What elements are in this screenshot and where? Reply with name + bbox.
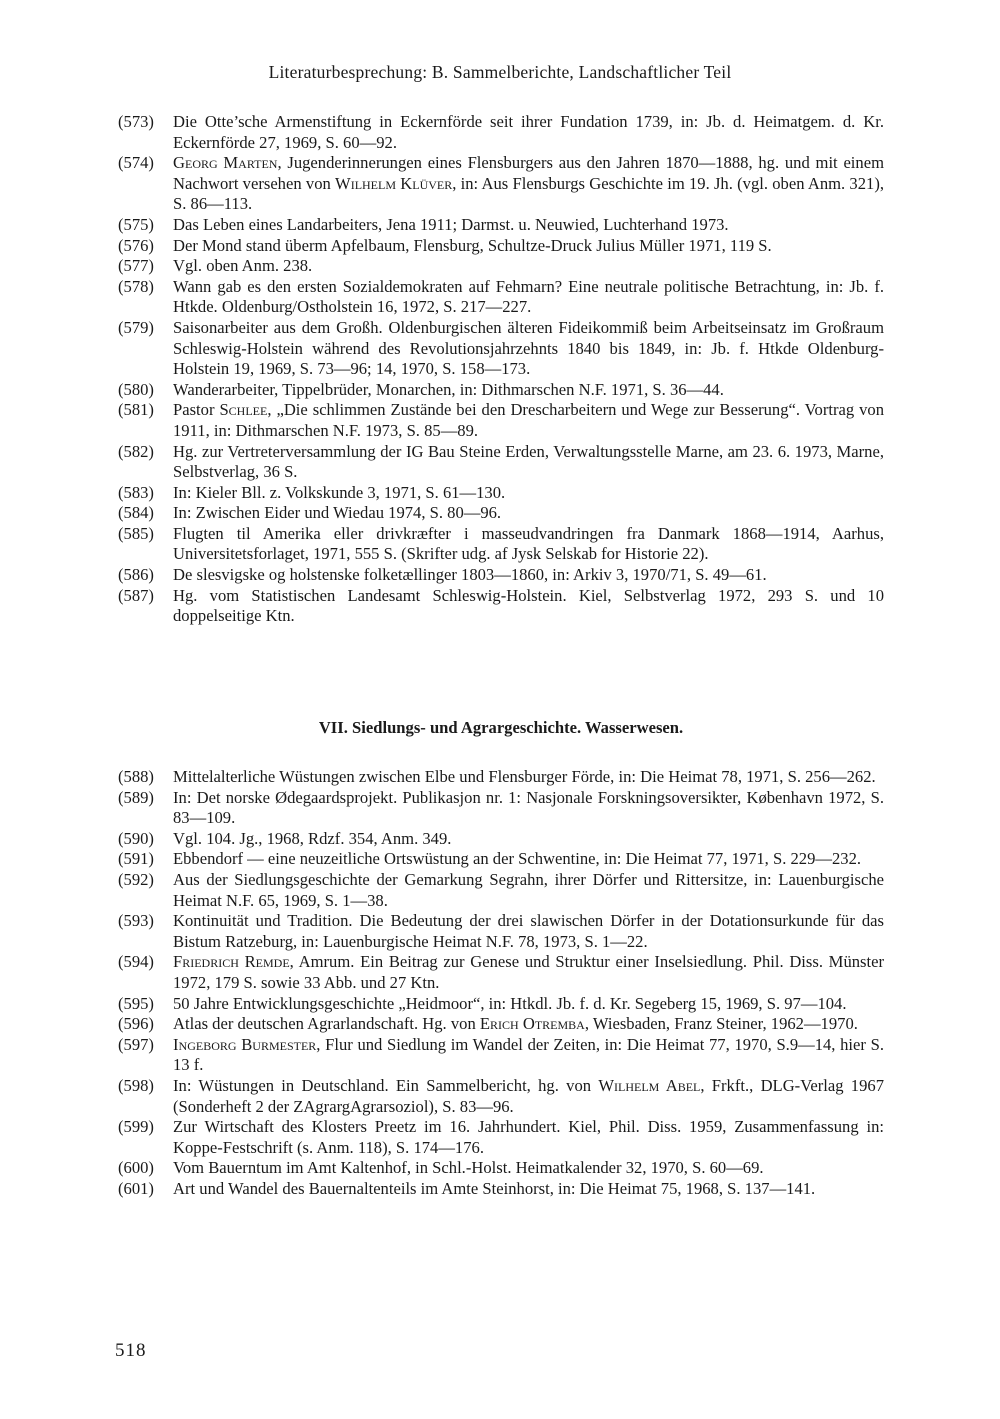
footnote-number: (587)	[118, 585, 154, 605]
citation-text: , „Die schlimmen Zustände bei den Drescharbeitern und Wege zur Besserung“. Vortrag von 1911, in: Dithmarschen N.F. 1973, S. 85—89.	[173, 400, 884, 440]
citation-text: In: Kieler Bll. z. Volkskunde 3, 1971, S. 61—130.	[173, 482, 506, 502]
footnote-text	[173, 400, 884, 440]
footnote-text	[173, 1014, 858, 1033]
footnote-text	[173, 380, 724, 399]
citation-text: Saisonarbeiter aus dem Großh. Oldenburgischen älteren Fideikommiß beim Arbeitseinsatz im Großraum Schleswig-Holstein während des Revolutionsjahrzehnts 1840 bis 1849, in: Jb. f. Htkde Oldenburg-Holstein 19, 1969, S. 73—96; 14, 1970, S. 158—173.	[173, 317, 884, 379]
footnote-number: (573)	[118, 112, 154, 131]
author-name: Friedrich Remde	[173, 952, 290, 972]
footnote-number: (574)	[118, 153, 154, 173]
section-heading: VII. Siedlungs- und Agrargeschichte. Wasserwesen.	[318, 718, 684, 737]
citation-text: In: Wüstungen in Deutschland. Ein Sammelbericht, hg. von	[173, 1075, 599, 1095]
author-name: Schlee	[219, 400, 268, 420]
citation-text: , in: Aus Flensburgs Geschichte im 19. Jh. (vgl. oben Anm. 321), S. 86—113.	[173, 173, 884, 214]
footnote-entry	[118, 236, 884, 257]
footnote-entry	[118, 483, 884, 504]
citation-text: Der Mond stand überm Apfelbaum, Flensburg, Schultze-Druck Julius Müller 1971, 119 S.	[173, 235, 772, 255]
footnote-number: (598)	[118, 1075, 154, 1095]
footnote-entry	[118, 215, 884, 236]
footnote-entry	[118, 277, 884, 318]
citation-text: Wanderarbeiter, Tippelbrüder, Monarchen, in: Dithmarschen N.F. 1971, S. 36—44.	[173, 379, 724, 399]
footnote-number: (584)	[118, 503, 154, 523]
footnote-entry	[118, 503, 884, 524]
footnote-entry	[118, 849, 884, 870]
footnote-number: (578)	[118, 276, 154, 296]
footnote-entry	[118, 994, 884, 1015]
footnote-text	[173, 524, 884, 564]
footnote-entry	[118, 524, 884, 565]
footnote-entry	[118, 829, 884, 850]
footnote-number: (581)	[118, 400, 154, 420]
footnote-text	[173, 788, 884, 828]
footnote-entry	[118, 952, 884, 993]
author-name: Wilhelm Klüver	[335, 173, 453, 193]
footnote-text	[173, 318, 884, 378]
footnote-entry	[118, 1158, 884, 1179]
citation-text: , Frkft., DLG-Verlag 1967 (Sonderheft 2 der ZAgrargAgrarsoziol), S. 83—96.	[173, 1075, 884, 1116]
footnote-text	[173, 767, 876, 786]
author-name: Georg Marten	[173, 153, 278, 173]
citation-text: Atlas der deutschen Agrarlandschaft. Hg. von	[173, 1014, 480, 1034]
footnote-number: (575)	[118, 214, 154, 234]
citation-text: Vgl. 104. Jg., 1968, Rdzf. 354, Anm. 349.	[173, 828, 452, 848]
footnote-number: (592)	[118, 869, 154, 889]
footnote-number: (586)	[118, 565, 154, 585]
footnote-entry	[118, 1014, 884, 1035]
footnote-number: (579)	[118, 317, 154, 337]
footnote-entry	[118, 442, 884, 483]
footnote-text	[173, 483, 505, 502]
footnote-number: (583)	[118, 482, 154, 502]
footnote-text	[173, 112, 884, 152]
footnote-number: (596)	[118, 1014, 154, 1034]
footnote-entry	[118, 153, 884, 215]
footnote-text	[173, 911, 884, 951]
footnote-number: (590)	[118, 828, 154, 848]
footnote-entry	[118, 565, 884, 586]
footnote-entry	[118, 400, 884, 441]
footnote-number: (599)	[118, 1117, 154, 1137]
footnote-entry	[118, 586, 884, 627]
footnote-entry	[118, 1035, 884, 1076]
citation-text: Flugten til Amerika eller drivkræfter i masseudvandringen fra Danmark 1868—1914, Aarhus, Universitetsforlaget, 1971, 555 S. (Skrifter udg. af Jysk Selskab for Historie 22).	[173, 523, 884, 564]
citation-text: 50 Jahre Entwicklungsgeschichte „Heidmoor“, in: Htkdl. Jb. f. d. Kr. Segeberg 15, 1969, S. 97—104.	[173, 993, 847, 1013]
citation-text: , Flur und Siedlung im Wandel der Zeiten, in: Die Heimat 77, 1970, S.9—14, hier S. 13 f.	[173, 1034, 884, 1075]
footnote-number: (589)	[118, 787, 154, 807]
citation-text: In: Det norske Ødegaardsprojekt. Publikasjon nr. 1: Nasjonale Forskningsoversikter, København 1972, S. 83—109.	[173, 787, 884, 828]
footnote-text	[173, 1035, 884, 1075]
footnote-entry	[118, 1179, 884, 1200]
footnote-text	[173, 1076, 884, 1116]
footnote-text	[173, 442, 884, 482]
citation-text: Das Leben eines Landarbeiters, Jena 1911; Darmst. u. Neuwied, Luchterhand 1973.	[173, 214, 729, 234]
footnote-entry	[118, 318, 884, 380]
footnote-entry	[118, 112, 884, 153]
footnote-text	[173, 153, 884, 213]
footnote-text	[173, 503, 501, 522]
footnote-text	[173, 870, 884, 910]
footnote-entry	[118, 767, 884, 788]
citation-text: Wann gab es den ersten Sozialdemokraten auf Fehmarn? Eine neutrale politische Betrachtung, in: Jb. f. Htkde. Oldenburg/Ostholstein 16, 1972, S. 217—227.	[173, 276, 884, 317]
citation-text: In: Zwischen Eider und Wiedau 1974, S. 80—96.	[173, 503, 502, 523]
footnote-number: (600)	[118, 1158, 154, 1178]
footnote-number: (577)	[118, 256, 154, 276]
citation-text: Vgl. oben Anm. 238.	[173, 256, 313, 276]
citation-text: Art und Wandel des Bauernaltenteils im Amte Steinhorst, in: Die Heimat 75, 1968, S. 137—141.	[173, 1178, 816, 1198]
footnote-number: (576)	[118, 235, 154, 255]
citation-text: Hg. vom Statistischen Landesamt Schleswig-Holstein. Kiel, Selbstverlag 1972, 293 S. und 10 doppelseitige Ktn.	[173, 585, 884, 626]
citation-text: Aus der Siedlungsgeschichte der Gemarkung Segrahn, ihrer Dörfer und Rittersitze, in: Lauenburgische Heimat N.F. 65, 1969, S. 1—38.	[173, 869, 884, 910]
citation-text: Kontinuität und Tradition. Die Bedeutung der drei slawischen Dörfer in der Dotationsurkunde für das Bistum Ratzeburg, in: Lauenburgische Heimat N.F. 78, 1973, S. 1—22.	[173, 911, 884, 951]
footnote-number: (593)	[118, 911, 154, 931]
bibliography-list-part2	[118, 767, 884, 1199]
running-head: Literaturbesprechung: B. Sammelberichte, Landschaftlicher Teil	[268, 62, 732, 82]
footnote-text	[173, 1179, 815, 1198]
footnote-text	[173, 994, 846, 1013]
footnote-text	[173, 256, 312, 275]
footnote-number: (585)	[118, 523, 154, 543]
footnote-number: (595)	[118, 993, 154, 1013]
footnote-number: (591)	[118, 849, 154, 869]
footnote-number: (580)	[118, 379, 154, 399]
footnote-entry	[118, 380, 884, 401]
citation-text: Vom Bauerntum im Amt Kaltenhof, in Schl.-Holst. Heimatkalender 32, 1970, S. 60—69.	[173, 1158, 764, 1178]
citation-text: Mittelalterliche Wüstungen zwischen Elbe und Flensburger Förde, in: Die Heimat 78, 1971, S. 256—262.	[173, 767, 876, 786]
author-name: Wilhelm Abel	[598, 1075, 701, 1095]
footnote-text	[173, 236, 772, 255]
footnote-text	[173, 215, 729, 234]
citation-text: Die Otte’sche Armenstiftung in Eckernförde seit ihrer Fundation 1739, in: Jb. d. Heimatgem. d. Kr. Eckernförde 27, 1969, S. 60—92.	[173, 112, 884, 152]
footnote-entry	[118, 788, 884, 829]
author-name: Ingeborg Burmester	[173, 1034, 317, 1054]
citation-text: Pastor	[173, 400, 220, 420]
citation-text: Hg. zur Vertreterversammlung der IG Bau Steine Erden, Verwaltungsstelle Marne, am 23. 6. 1973, Marne, Selbstverlag, 36 S.	[173, 441, 884, 482]
footnote-text	[173, 565, 767, 584]
citation-text: , Wiesbaden, Franz Steiner, 1962—1970.	[584, 1014, 858, 1034]
footnote-number: (601)	[118, 1178, 154, 1198]
footnote-entry	[118, 1117, 884, 1158]
citation-text: , Amrum. Ein Beitrag zur Genese und Struktur einer Inselsiedlung. Phil. Diss. Münster 1972, 179 S. sowie 33 Abb. und 27 Ktn.	[173, 952, 884, 992]
footnote-number: (594)	[118, 952, 154, 972]
footnote-entry	[118, 870, 884, 911]
footnote-entry	[118, 256, 884, 277]
footnote-entry	[118, 911, 884, 952]
footnote-number: (588)	[118, 767, 154, 786]
footnote-number: (597)	[118, 1034, 154, 1054]
footnote-number: (582)	[118, 441, 154, 461]
citation-text: Ebbendorf — eine neuzeitliche Ortswüstung an der Schwentine, in: Die Heimat 77, 1971, S. 229—232.	[173, 849, 862, 869]
citation-text: Zur Wirtschaft des Klosters Preetz im 16. Jahrhundert. Kiel, Phil. Diss. 1959, Zusammenfassung in: Koppe-Festschrift (s. Anm. 118), S. 174—176.	[173, 1117, 884, 1157]
footnote-text	[173, 1117, 884, 1157]
page-number: 518	[115, 1340, 147, 1361]
footnote-text	[173, 277, 884, 317]
footnote-entry	[118, 1076, 884, 1117]
footnote-text	[173, 586, 884, 626]
citation-text: De slesvigske og holstenske folketællinger 1803—1860, in: Arkiv 3, 1970/71, S. 49—61.	[173, 565, 767, 585]
author-name: Erich Otremba	[479, 1014, 585, 1034]
bibliography-list-part1	[118, 112, 884, 627]
footnote-text	[173, 829, 451, 848]
footnote-text	[173, 952, 884, 992]
footnote-text	[173, 849, 861, 868]
citation-text: , Jugenderinnerungen eines Flensburgers aus den Jahren 1870—1888, hg. und mit einem Nachwort versehen von	[173, 153, 884, 193]
footnote-text	[173, 1158, 764, 1177]
